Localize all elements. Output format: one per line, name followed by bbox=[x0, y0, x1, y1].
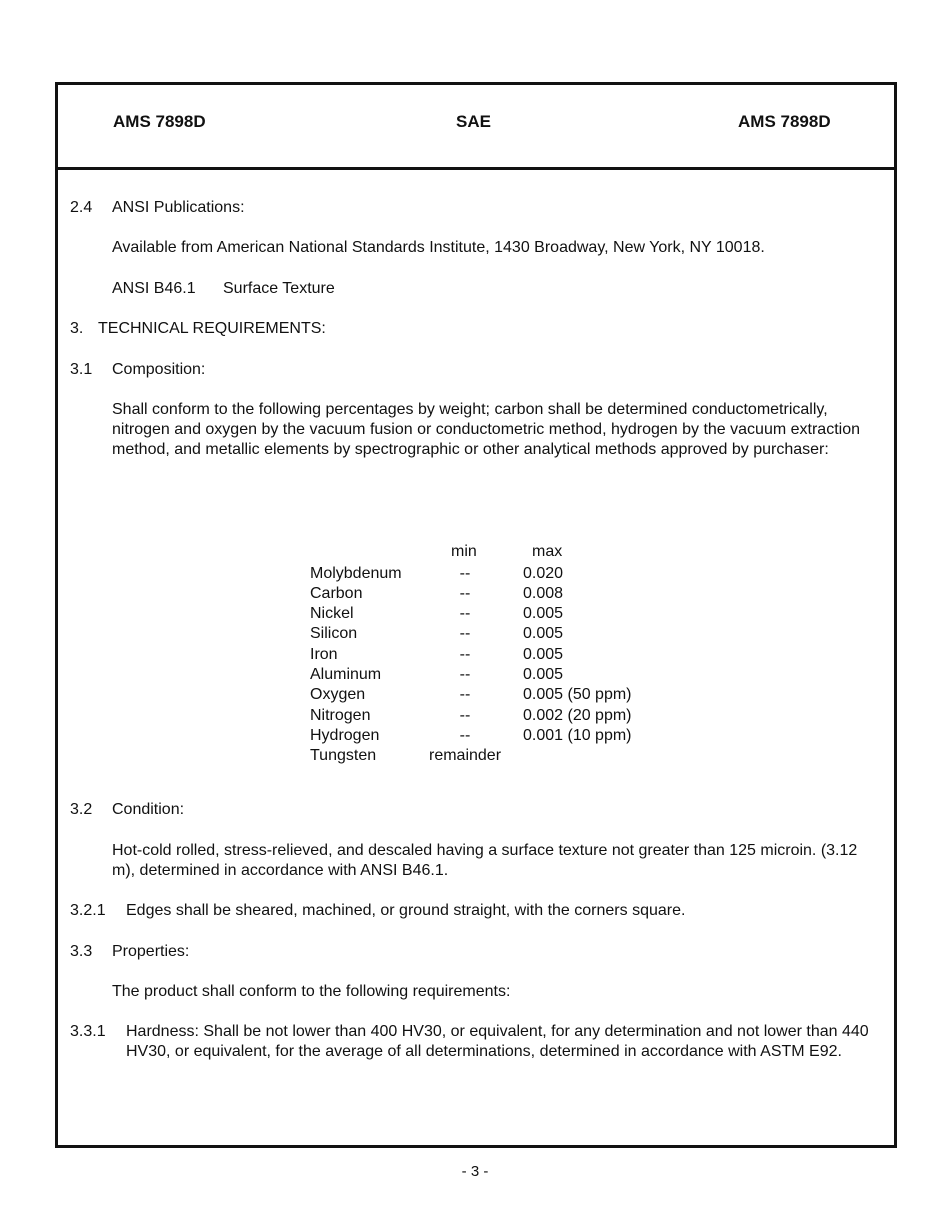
section-3-3-body: The product shall conform to the following requirements: bbox=[112, 983, 511, 1000]
section-3-number: 3. bbox=[70, 320, 84, 337]
element-min: -- bbox=[459, 686, 471, 703]
section-3-1-body: Shall conform to the following percentages by weight; carbon shall be determined conductometrically, nitrogen and oxygen by the vacuum fusion or conductometric method, hydrogen by the vacuum extraction method, and metallic elements by spectrographic or other analytical methods approved by purchaser: bbox=[112, 401, 860, 458]
element-max: 0.002 (20 ppm) bbox=[523, 707, 632, 724]
element-min: -- bbox=[459, 565, 471, 582]
element-name: Carbon bbox=[310, 585, 363, 602]
element-max: 0.005 bbox=[523, 605, 564, 622]
element-name: Molybdenum bbox=[310, 565, 402, 582]
element-min: -- bbox=[459, 585, 471, 602]
element-max: 0.005 (50 ppm) bbox=[523, 686, 632, 703]
element-name: Hydrogen bbox=[310, 727, 380, 744]
reference-code: ANSI B46.1 bbox=[112, 280, 196, 297]
section-2-4-title: ANSI Publications: bbox=[112, 199, 245, 216]
section-3-2-title: Condition: bbox=[112, 801, 185, 818]
section-3-2-1-body: Edges shall be sheared, machined, or ground straight, with the corners square. bbox=[126, 902, 686, 919]
element-min: -- bbox=[459, 727, 471, 744]
element-max: 0.005 bbox=[523, 666, 564, 683]
section-3-3-1-number: 3.3.1 bbox=[70, 1023, 106, 1040]
element-name: Iron bbox=[310, 646, 338, 663]
reference-title: Surface Texture bbox=[223, 280, 335, 297]
element-min: -- bbox=[459, 605, 471, 622]
header-org: SAE bbox=[456, 112, 491, 131]
element-min: -- bbox=[459, 625, 471, 642]
column-header-max: max bbox=[532, 543, 563, 560]
element-name: Tungsten bbox=[310, 747, 377, 764]
section-2-4-number: 2.4 bbox=[70, 199, 93, 216]
element-name: Aluminum bbox=[310, 666, 382, 683]
element-name: Silicon bbox=[310, 625, 358, 642]
element-max: 0.008 bbox=[523, 585, 564, 602]
element-min: -- bbox=[459, 707, 471, 724]
section-2-4-available: Available from American National Standards Institute, 1430 Broadway, New York, NY 10018. bbox=[112, 239, 765, 256]
element-min: -- bbox=[459, 666, 471, 683]
element-min: -- bbox=[459, 646, 471, 663]
element-max: 0.020 bbox=[523, 565, 564, 582]
section-3-1-number: 3.1 bbox=[70, 361, 93, 378]
page-number: - 3 - bbox=[461, 1163, 489, 1180]
element-name: Nickel bbox=[310, 605, 354, 622]
section-3-title: TECHNICAL REQUIREMENTS: bbox=[98, 320, 326, 337]
section-3-2-number: 3.2 bbox=[70, 801, 93, 818]
header-doc-number-left: AMS 7898D bbox=[113, 112, 206, 131]
element-name: Oxygen bbox=[310, 686, 366, 703]
section-3-3-title: Properties: bbox=[112, 943, 190, 960]
document-header bbox=[58, 85, 894, 170]
element-name: Nitrogen bbox=[310, 707, 371, 724]
section-3-1-title: Composition: bbox=[112, 361, 206, 378]
section-3-2-body: Hot-cold rolled, stress-relieved, and descaled having a surface texture not greater than 125 microin. (3.12 m), determined in accordance with ANSI B46.1. bbox=[112, 842, 858, 879]
section-3-2-1-number: 3.2.1 bbox=[70, 902, 106, 919]
element-max: 0.005 bbox=[523, 646, 564, 663]
header-doc-number-right: AMS 7898D bbox=[738, 112, 831, 131]
column-header-min: min bbox=[451, 543, 477, 560]
section-3-3-number: 3.3 bbox=[70, 943, 93, 960]
element-max: 0.001 (10 ppm) bbox=[523, 727, 632, 744]
element-min: remainder bbox=[428, 747, 502, 764]
element-max: 0.005 bbox=[523, 625, 564, 642]
section-3-3-1-body: Hardness: Shall be not lower than 400 HV30, or equivalent, for any determination and not lower than 440 HV30, or equivalent, for the average of all determinations, determined in accordance with ASTM E92. bbox=[126, 1023, 869, 1060]
